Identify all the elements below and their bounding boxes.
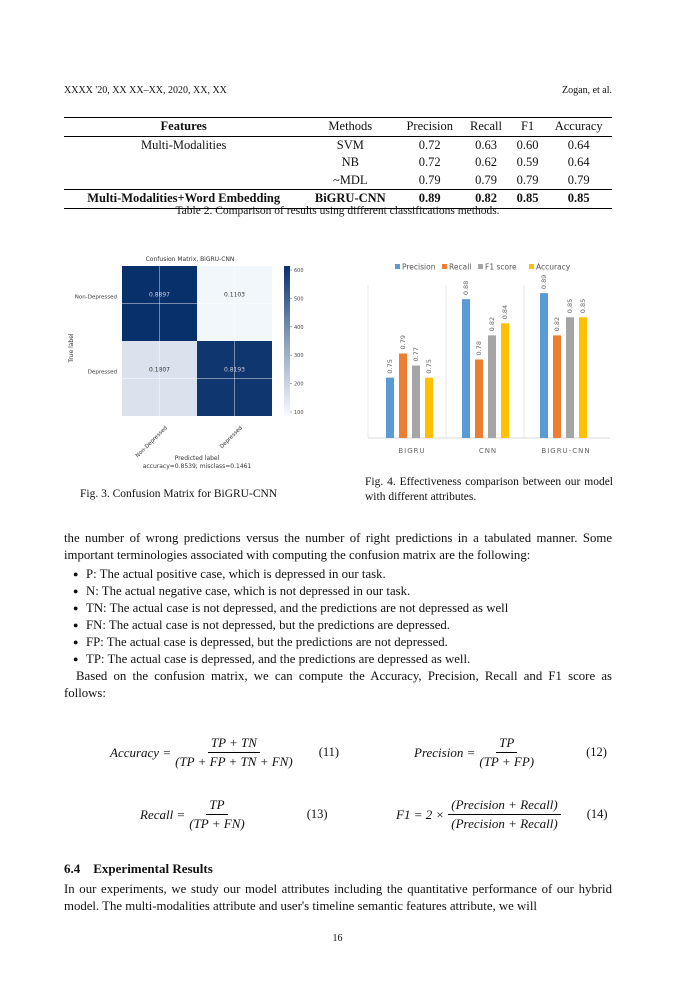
col-header: F1 xyxy=(510,118,546,137)
confusion-matrix-figure xyxy=(60,250,320,480)
table-header-row xyxy=(64,118,612,137)
fig3-caption: Fig. 3. Confusion Matrix for BiGRU-CNN xyxy=(80,488,278,500)
legend-label: Precision xyxy=(402,262,436,272)
eq-number: (13) xyxy=(306,807,328,821)
bar-value-label: 0.84 xyxy=(501,304,509,320)
colorbar-tick-label: 500 xyxy=(294,296,304,303)
col-header: Accuracy xyxy=(545,118,612,137)
table-cell: 0.63 xyxy=(475,137,497,152)
fig4-caption: Fig. 4. Effectiveness comparison between our model with different attributes. xyxy=(365,476,613,503)
bullet-item: ● TN: The actual case is not depressed, and the predictions are not depressed as well xyxy=(86,600,612,617)
running-header-left: XXXX '20, XX XX–XX, 2020, XX, XX xyxy=(64,85,227,96)
legend-label: Accuracy xyxy=(536,262,571,272)
section-heading: 6.4 Experimental Results xyxy=(64,861,213,876)
table-row xyxy=(64,136,612,154)
legend-swatch xyxy=(478,264,483,269)
bar xyxy=(579,317,587,438)
bar xyxy=(501,323,509,438)
results-table xyxy=(64,117,612,209)
paragraph: the number of wrong predictions versus the number of right predictions in a tabulated manner. Some important terminologies associated with computing the confusion matrix are the following: xyxy=(64,531,612,562)
paragraph: Based on the confusion matrix, we can compute the Accuracy, Precision, Recall and F1 score as follows: xyxy=(64,669,612,700)
table-cell: 0.72 xyxy=(418,137,441,152)
eq-numerator: TP xyxy=(496,735,517,753)
eq-numerator: (Precision + Recall) xyxy=(448,797,560,815)
x-tick-label: Depressed xyxy=(218,425,244,451)
colorbar-tick-label: 600 xyxy=(294,268,304,274)
table-cell: 0.79 xyxy=(567,172,590,187)
bullet-item: ● TP: The actual case is depressed, and the predictions are depressed as well. xyxy=(86,651,612,668)
bar xyxy=(540,293,548,438)
page-number: 16 xyxy=(332,933,343,944)
legend-swatch xyxy=(395,264,400,269)
bullet-item: ● FP: The actual case is depressed, but the predictions are not depressed. xyxy=(86,634,612,651)
table-cell xyxy=(64,172,303,190)
bullet-item: ● P: The actual positive case, which is depressed in our task. xyxy=(86,566,612,583)
legend-swatch xyxy=(442,264,447,269)
equation-recall xyxy=(140,797,328,832)
bar xyxy=(462,299,470,438)
table-cell xyxy=(64,154,303,172)
table-caption: Table 2. Comparison of results using different classifications methods. xyxy=(175,205,500,217)
colorbar-tick-label: 200 xyxy=(294,381,304,388)
cell-value-label: 0.8897 xyxy=(149,291,170,299)
eq-denominator: (TP + FN) xyxy=(189,816,245,831)
cell-value-label: 0.8193 xyxy=(224,366,245,374)
table-cell: Multi-Modalities xyxy=(140,137,227,152)
equation-precision xyxy=(414,735,607,770)
eq-numerator: TP xyxy=(206,797,227,815)
table-cell: BiGRU-CNN xyxy=(303,190,397,209)
table-cell: 0.72 xyxy=(418,155,441,169)
table-cell: NB xyxy=(341,155,359,169)
chart-title: Confusion Matrix, BiGRU-CNN xyxy=(145,256,235,263)
paragraph: In our experiments, we study our model attributes including the quantitative performance of our hybrid model. The multi-modalities attribute and user's timeline semantic features attribute, we will xyxy=(64,882,612,913)
cell-value-label: 0.1807 xyxy=(149,366,170,374)
category-label: BIGRU-CNN xyxy=(541,447,591,455)
category-label: BIGRU xyxy=(398,447,426,455)
col-header: Methods xyxy=(303,118,397,137)
x-axis-label: Predicted label xyxy=(174,455,220,462)
bar xyxy=(412,366,420,438)
legend-swatch xyxy=(529,264,534,269)
y-tick-label: Non-Depressed xyxy=(74,294,117,301)
bar-value-label: 0.82 xyxy=(488,316,496,332)
table-row xyxy=(64,172,612,190)
equation-accuracy xyxy=(110,735,339,770)
table-cell: 0.79 xyxy=(418,172,441,187)
colorbar-tick-label: 300 xyxy=(294,353,304,360)
bar-value-label: 0.85 xyxy=(579,298,587,314)
bar xyxy=(475,360,483,438)
bar-value-label: 0.77 xyxy=(412,347,420,362)
bullet-item: ● FN: The actual case is not depressed, but the predictions are depressed. xyxy=(86,617,612,634)
table-cell: 0.79 xyxy=(475,172,497,187)
bar-value-label: 0.79 xyxy=(399,334,407,350)
y-tick-label: Depressed xyxy=(87,369,117,376)
table-cell: 0.82 xyxy=(462,190,510,209)
x-tick-label: Non-Depressed xyxy=(134,425,169,460)
y-axis-label: True label xyxy=(68,333,75,363)
eq-number: (11) xyxy=(318,745,340,759)
bar xyxy=(386,378,394,438)
eq-lhs: Precision = xyxy=(414,744,476,760)
legend-label: F1 score xyxy=(485,262,517,272)
bar-value-label: 0.78 xyxy=(475,341,483,356)
col-header: Precision xyxy=(397,118,462,137)
eq-numerator: TP + TN xyxy=(208,735,260,753)
colorbar xyxy=(284,266,290,416)
legend-label: Recall xyxy=(449,262,472,272)
table-cell: 0.64 xyxy=(567,137,590,152)
bullet-item: ● N: The actual negative case, which is not depressed in our task. xyxy=(86,583,612,600)
eq-denominator: (TP + FP) xyxy=(479,754,535,769)
bar-value-label: 0.89 xyxy=(540,274,548,290)
eq-number: (14) xyxy=(586,807,608,821)
eq-denominator: (Precision + Recall) xyxy=(451,816,558,831)
chart-footer: accuracy=0.8539; misclass=0.1461 xyxy=(142,463,252,470)
bar xyxy=(399,353,407,438)
cell-value-label: 0.1103 xyxy=(224,291,245,299)
bullet-list xyxy=(64,566,612,668)
eq-number: (12) xyxy=(586,745,607,759)
table-row xyxy=(64,154,612,172)
eq-lhs: F1 = 2 × xyxy=(396,806,445,822)
colorbar-tick-label: 100 xyxy=(294,410,304,416)
table-cell: 0.79 xyxy=(516,172,539,187)
bar-value-label: 0.85 xyxy=(566,298,574,314)
bar-value-label: 0.88 xyxy=(462,280,470,296)
table-cell: ~MDL xyxy=(333,172,368,187)
bar xyxy=(566,317,574,438)
eq-lhs: Recall = xyxy=(140,806,186,822)
table-cell: 0.85 xyxy=(510,190,546,209)
category-label: CNN xyxy=(478,447,498,455)
colorbar-tick-label: 400 xyxy=(294,324,304,331)
running-header-right: Zogan, et al. xyxy=(562,85,612,96)
table-cell: Multi-Modalities+Word Embedding xyxy=(64,190,303,209)
bar-chart-figure xyxy=(360,255,610,460)
equation-f1 xyxy=(396,797,608,832)
col-header: Recall xyxy=(462,118,510,137)
bar-value-label: 0.82 xyxy=(553,316,561,332)
eq-lhs: Accuracy = xyxy=(110,744,172,760)
table-cell: 0.62 xyxy=(475,155,497,169)
table-cell: 0.89 xyxy=(397,190,462,209)
bar xyxy=(425,378,433,438)
bar-value-label: 0.75 xyxy=(425,359,433,374)
table-cell: 0.85 xyxy=(545,190,612,209)
col-header: Features xyxy=(64,118,303,137)
eq-denominator: (TP + FP + TN + FN) xyxy=(175,754,293,769)
table-cell: 0.60 xyxy=(516,137,539,152)
bar xyxy=(488,335,496,438)
table-cell: SVM xyxy=(336,137,364,152)
table-cell: 0.64 xyxy=(567,155,590,169)
bar-value-label: 0.75 xyxy=(386,359,394,374)
table-cell: 0.59 xyxy=(516,155,539,169)
bar xyxy=(553,335,561,438)
